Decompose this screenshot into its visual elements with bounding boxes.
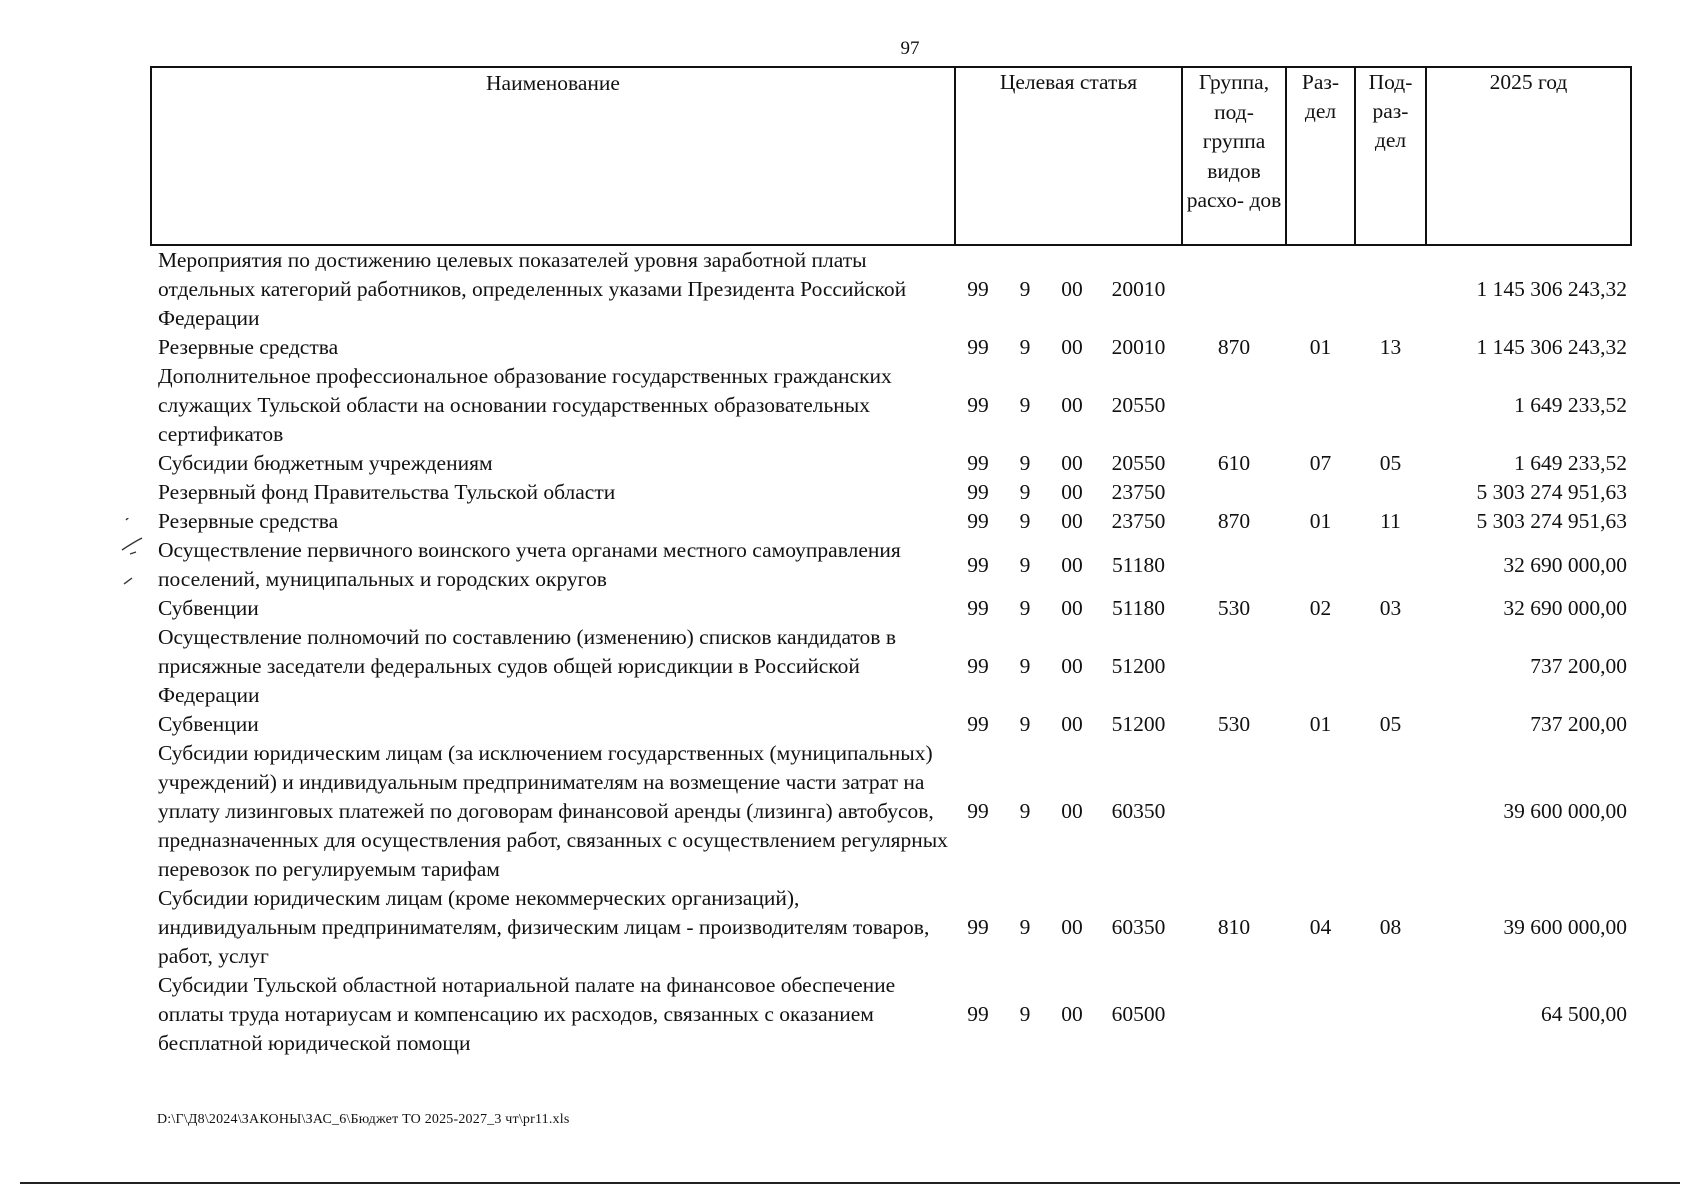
row-code-3: 00 bbox=[1061, 552, 1083, 577]
row-amount: 1 145 306 243,32 bbox=[1476, 277, 1627, 301]
row-section bbox=[1286, 739, 1355, 884]
row-code-3: 00 bbox=[1061, 915, 1083, 939]
row-amount: 737 200,00 bbox=[1530, 712, 1627, 736]
row-subsection: 05 bbox=[1379, 451, 1402, 475]
bottom-divider bbox=[20, 1182, 1680, 1184]
row-subsection: 13 bbox=[1379, 335, 1402, 359]
row-subsection: 11 bbox=[1380, 509, 1401, 533]
row-code-2: 9 bbox=[1019, 509, 1031, 533]
row-section bbox=[1286, 362, 1355, 449]
row-code-3: 00 bbox=[1061, 335, 1083, 359]
header-name: Наименование bbox=[151, 67, 955, 245]
header-expense-group: Группа, под- группа видов расхо- дов bbox=[1182, 67, 1286, 245]
table-row bbox=[151, 507, 1631, 536]
row-section: 01 bbox=[1309, 335, 1332, 359]
row-code-1: 99 bbox=[967, 480, 989, 504]
row-subsection bbox=[1355, 739, 1426, 884]
row-code-1: 99 bbox=[967, 552, 989, 577]
row-code-4: 20010 bbox=[1111, 335, 1166, 359]
row-amount: 32 690 000,00 bbox=[1503, 596, 1627, 620]
row-code-3: 00 bbox=[1061, 712, 1083, 736]
row-amount: 39 600 000,00 bbox=[1503, 915, 1627, 939]
row-section: 01 bbox=[1309, 509, 1332, 533]
page-number: 97 bbox=[900, 38, 920, 59]
table-row bbox=[151, 333, 1631, 362]
row-code-1: 99 bbox=[967, 335, 989, 359]
row-name: Субвенции bbox=[158, 712, 259, 736]
row-code-3: 00 bbox=[1061, 799, 1083, 823]
row-code-1: 99 bbox=[967, 277, 989, 301]
row-code-3: 00 bbox=[1061, 393, 1083, 417]
row-code-3: 00 bbox=[1061, 277, 1083, 301]
row-code-2: 9 bbox=[1019, 277, 1031, 301]
row-subsection bbox=[1355, 362, 1426, 449]
row-subsection: 08 bbox=[1379, 915, 1402, 939]
row-code-1: 99 bbox=[967, 654, 989, 678]
row-group: 810 bbox=[1217, 915, 1251, 939]
row-section: 07 bbox=[1309, 451, 1332, 475]
table-row bbox=[151, 594, 1631, 623]
row-code-3: 00 bbox=[1061, 480, 1083, 504]
row-name: Субсидии юридическим лицам (кроме некоммерческих организаций), индивидуальным предпринимателям, физическим лицам - производителям товаров, работ, услуг bbox=[158, 886, 930, 968]
row-name: Субсидии юридическим лицам (за исключением государственных (муниципальных) учреждений) и индивидуальным предпринимателям на возмещение части затрат на уплату лизинговых платежей по договорам финансовой аренды (лизинга) автобусов, предназначенных для осуществления работ, связанных с осуществлением регулярных перевозок по регулируемым тарифам bbox=[158, 741, 948, 881]
row-code-3: 00 bbox=[1061, 451, 1083, 475]
row-code-3: 00 bbox=[1061, 596, 1083, 620]
row-group: 530 bbox=[1217, 596, 1251, 620]
row-subsection bbox=[1355, 623, 1426, 710]
row-amount: 39 600 000,00 bbox=[1503, 799, 1627, 823]
row-code-2: 9 bbox=[1019, 799, 1031, 823]
table-row bbox=[151, 362, 1631, 449]
row-group: 870 bbox=[1217, 335, 1251, 359]
row-code-4: 20010 bbox=[1111, 277, 1166, 301]
row-section bbox=[1286, 536, 1355, 594]
row-code-4: 60350 bbox=[1111, 799, 1166, 823]
row-code-3: 00 bbox=[1061, 1002, 1083, 1026]
row-code-2: 9 bbox=[1019, 335, 1031, 359]
file-path-footer: D:\Г\Д8\2024\ЗАКОНЫ\ЗАС_6\Бюджет ТО 2025-2027_3 чт\pr11.xls bbox=[157, 1112, 570, 1127]
table-row bbox=[151, 739, 1631, 884]
row-code-2: 9 bbox=[1019, 712, 1031, 736]
row-name: Субсидии бюджетным учреждениям bbox=[158, 451, 493, 475]
header-subsection: Под- раз- дел bbox=[1355, 67, 1426, 245]
table-row bbox=[151, 536, 1631, 594]
row-name: Осуществление полномочий по составлению (изменению) списков кандидатов в присяжные заседатели федеральных судов общей юрисдикции в Российской Федерации bbox=[158, 625, 896, 707]
row-code-2: 9 bbox=[1019, 451, 1031, 475]
row-code-4: 23750 bbox=[1111, 480, 1166, 504]
row-group bbox=[1182, 739, 1286, 884]
row-code-3: 00 bbox=[1061, 654, 1083, 678]
row-name: Дополнительное профессиональное образование государственных гражданских служащих Тульской области на основании государственных образовательных сертификатов bbox=[158, 364, 892, 446]
header-target-article: Целевая статья bbox=[955, 67, 1182, 245]
row-code-4: 60500 bbox=[1111, 1002, 1166, 1026]
row-code-4: 20550 bbox=[1111, 393, 1166, 417]
table-row bbox=[151, 884, 1631, 971]
row-group bbox=[1182, 245, 1286, 333]
row-name: Субсидии Тульской областной нотариальной палате на финансовое обеспечение оплаты труда нотариусам и компенсацию их расходов, связанных с оказанием бесплатной юридической помощи bbox=[158, 973, 896, 1055]
row-name: Резервные средства bbox=[158, 509, 339, 533]
row-code-1: 99 bbox=[967, 393, 989, 417]
row-group bbox=[1182, 623, 1286, 710]
row-amount: 32 690 000,00 bbox=[1503, 552, 1627, 577]
header-section: Раз- дел bbox=[1286, 67, 1355, 245]
row-subsection bbox=[1355, 971, 1426, 1058]
row-subsection bbox=[1355, 245, 1426, 333]
table-row bbox=[151, 971, 1631, 1058]
row-code-1: 99 bbox=[967, 712, 989, 736]
row-code-1: 99 bbox=[967, 596, 989, 620]
row-section bbox=[1286, 623, 1355, 710]
row-code-4: 60350 bbox=[1111, 915, 1166, 939]
row-code-2: 9 bbox=[1019, 480, 1031, 504]
row-group: 870 bbox=[1217, 509, 1251, 533]
row-amount: 1 145 306 243,32 bbox=[1476, 335, 1627, 359]
row-code-2: 9 bbox=[1019, 915, 1031, 939]
budget-table bbox=[150, 66, 1632, 1058]
table-row bbox=[151, 710, 1631, 739]
row-section bbox=[1286, 478, 1355, 507]
handwritten-check-marks bbox=[120, 518, 150, 588]
row-code-4: 23750 bbox=[1111, 509, 1166, 533]
row-code-3: 00 bbox=[1061, 509, 1083, 533]
row-section: 01 bbox=[1309, 712, 1332, 736]
row-code-4: 51180 bbox=[1112, 552, 1165, 577]
row-subsection bbox=[1355, 536, 1426, 594]
row-group bbox=[1182, 971, 1286, 1058]
table-header bbox=[151, 67, 1631, 245]
table-body bbox=[151, 245, 1631, 1058]
row-code-1: 99 bbox=[967, 509, 989, 533]
row-code-4: 20550 bbox=[1111, 451, 1166, 475]
row-subsection: 05 bbox=[1379, 712, 1402, 736]
row-name: Мероприятия по достижению целевых показателей уровня заработной платы отдельных категорий работников, определенных указами Президента Российской Федерации bbox=[158, 248, 907, 330]
row-amount: 5 303 274 951,63 bbox=[1476, 509, 1627, 533]
header-year: 2025 год bbox=[1426, 67, 1631, 245]
row-code-2: 9 bbox=[1019, 1002, 1031, 1026]
table-row bbox=[151, 245, 1631, 333]
row-amount: 5 303 274 951,63 bbox=[1476, 480, 1627, 504]
row-code-4: 51200 bbox=[1111, 712, 1166, 736]
row-code-4: 51180 bbox=[1112, 596, 1165, 620]
row-subsection: 03 bbox=[1379, 596, 1402, 620]
row-group bbox=[1182, 478, 1286, 507]
row-section bbox=[1286, 971, 1355, 1058]
row-code-2: 9 bbox=[1019, 552, 1031, 577]
row-name: Субвенции bbox=[158, 596, 259, 620]
row-name: Резервный фонд Правительства Тульской области bbox=[158, 480, 616, 504]
table-row bbox=[151, 478, 1631, 507]
table-row bbox=[151, 623, 1631, 710]
row-name: Резервные средства bbox=[158, 335, 339, 359]
row-amount: 1 649 233,52 bbox=[1514, 451, 1627, 475]
row-group bbox=[1182, 362, 1286, 449]
row-subsection bbox=[1355, 478, 1426, 507]
row-code-2: 9 bbox=[1019, 596, 1031, 620]
row-amount: 64 500,00 bbox=[1541, 1002, 1627, 1026]
row-group bbox=[1182, 536, 1286, 594]
table-row bbox=[151, 449, 1631, 478]
row-section: 04 bbox=[1309, 915, 1332, 939]
row-group: 530 bbox=[1217, 712, 1251, 736]
row-amount: 1 649 233,52 bbox=[1514, 393, 1627, 417]
row-code-1: 99 bbox=[967, 915, 989, 939]
row-code-2: 9 bbox=[1019, 393, 1031, 417]
row-code-1: 99 bbox=[967, 1002, 989, 1026]
row-amount: 737 200,00 bbox=[1530, 654, 1627, 678]
row-section bbox=[1286, 245, 1355, 333]
row-section: 02 bbox=[1309, 596, 1332, 620]
row-code-1: 99 bbox=[967, 799, 989, 823]
row-name: Осуществление первичного воинского учета органами местного самоуправления поселений, муниципальных и городских округов bbox=[158, 538, 901, 591]
row-code-2: 9 bbox=[1019, 654, 1031, 678]
row-code-4: 51200 bbox=[1111, 654, 1166, 678]
row-code-1: 99 bbox=[967, 451, 989, 475]
row-group: 610 bbox=[1217, 451, 1251, 475]
